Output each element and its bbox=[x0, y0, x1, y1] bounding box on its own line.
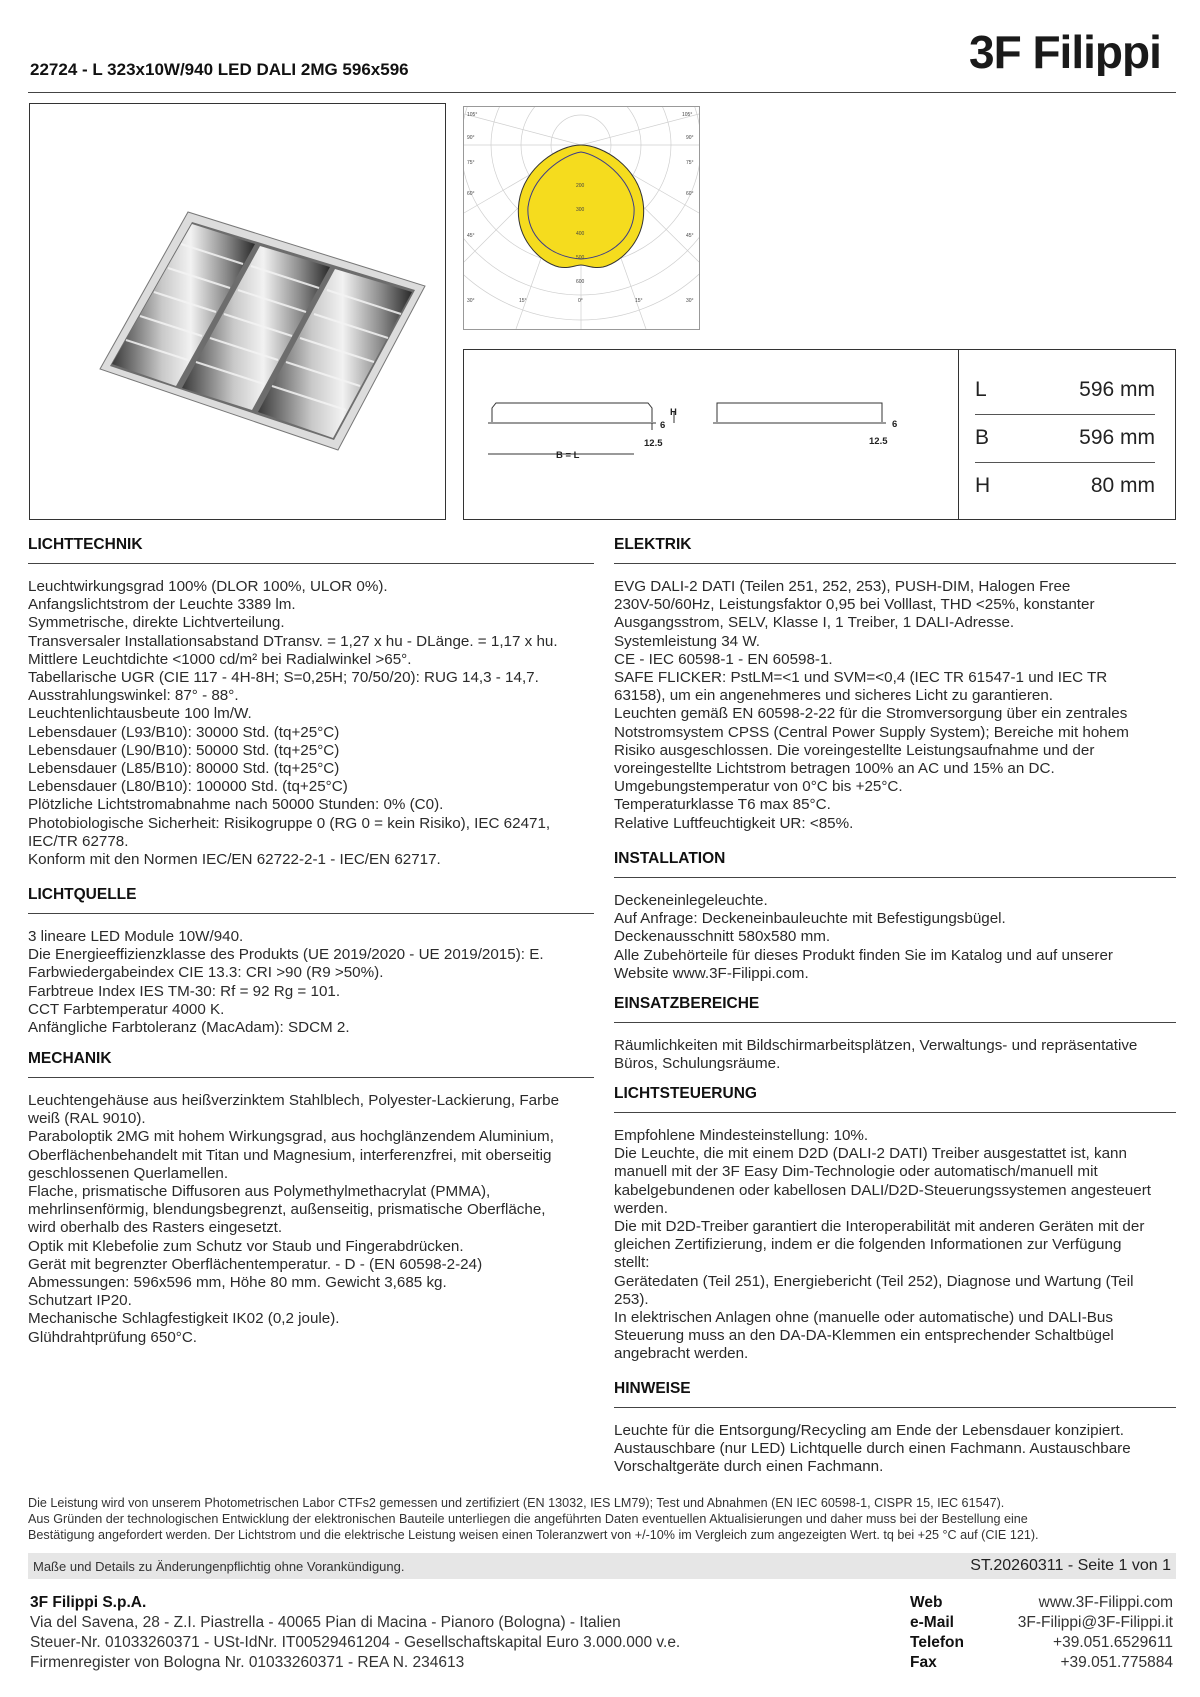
section-line: Lebensdauer (L80/B10): 100000 Std. (tq+25°C) bbox=[28, 778, 348, 796]
svg-text:200: 200 bbox=[576, 183, 585, 189]
section-line: Optik mit Klebefolie zum Schutz vor Staub und Fingerabdrücken. bbox=[28, 1237, 464, 1255]
section-line: Räumlichkeiten mit Bildschirmarbeitsplätzen, Verwaltungs- und repräsentative bbox=[614, 1037, 1138, 1054]
section-heading: LICHTQUELLE bbox=[28, 886, 137, 903]
svg-text:H: H bbox=[670, 407, 677, 418]
section-line: Konform mit den Normen IEC/EN 62722-2-1 - IEC/EN 62717. bbox=[28, 851, 441, 869]
section-line: Leuchten gemäß EN 60598-2-22 für die Stromversorgung über ein zentrales bbox=[614, 705, 1128, 723]
section-line: werden. bbox=[614, 1199, 669, 1217]
page-indicator: ST.20260311 - Seite 1 von 1 bbox=[970, 1557, 1171, 1574]
dim-value: 596 mm bbox=[1079, 378, 1155, 401]
dim-key: H bbox=[975, 474, 991, 497]
section-line: Farbtreue Index IES TM-30: Rf = 92 Rg = 101. bbox=[28, 982, 341, 1000]
dim-row-b bbox=[975, 414, 1155, 462]
svg-text:400: 400 bbox=[576, 231, 585, 237]
section-line: SAFE FLICKER: PstLM=<1 und SVM=<0,4 (IEC TR 61547-1 und IEC TR bbox=[614, 669, 1108, 687]
section-line: Büros, Schulungsräume. bbox=[614, 1055, 781, 1073]
section-line: geschlossenen Querlamellen. bbox=[28, 1164, 229, 1182]
section-line: Die mit D2D-Treiber garantiert die Interoperabilität mit anderen Geräten mit der bbox=[614, 1218, 1145, 1236]
section-line: Oberflächenbehandelt mit Titan und Magnesium, interferenzfrei, mit oberseitig bbox=[28, 1146, 552, 1164]
section-heading: ELEKTRIK bbox=[614, 536, 692, 553]
dim-key: B bbox=[975, 426, 990, 449]
section-line: gleichen Zertifizierung, indem er die folgenden Informationen zur Verfügung bbox=[614, 1236, 1122, 1254]
dim-row-h bbox=[975, 462, 1155, 510]
filippi-logo-mark bbox=[969, 26, 1174, 76]
svg-text:105°: 105° bbox=[467, 112, 478, 118]
footnote bbox=[28, 1495, 1176, 1543]
svg-text:600: 600 bbox=[576, 279, 585, 285]
section-line: Anfangslichtstrom der Leuchte 3389 lm. bbox=[28, 596, 296, 614]
section-line: Gerät mit begrenzter Oberflächentemperatur. - D - (EN 60598-2-24) bbox=[28, 1255, 483, 1273]
svg-text:3F Filippi: 3F Filippi bbox=[969, 26, 1161, 76]
section-line: Glühdrahtprüfung 650°C. bbox=[28, 1328, 198, 1346]
company-register: Firmenregister von Bologna Nr. 01033260371 - REA N. 234613 bbox=[30, 1654, 465, 1671]
brand-logo bbox=[969, 26, 1174, 87]
section-line: mehrlinsenförmig, blendungsbegrenzt, außenseitig, prismatische Oberfläche, bbox=[28, 1201, 546, 1219]
section-line: Transversaler Installationsabstand DTransv. = 1,27 x hu - DLänge. = 1,17 x hu. bbox=[28, 632, 558, 650]
section-line: Austauschbare (nur LED) Lichtquelle durch einen Fachmann. Austauschbare bbox=[614, 1440, 1131, 1458]
section-line: Umgebungstemperatur von 0°C bis +25°C. bbox=[614, 778, 903, 796]
contact-web bbox=[910, 1593, 1173, 1613]
section-line: Relative Luftfeuchtigkeit UR: <85%. bbox=[614, 814, 854, 832]
section-rule bbox=[614, 1407, 1176, 1408]
section-line: Empfohlene Mindesteinstellung: 10%. bbox=[614, 1127, 869, 1144]
section-line: Vorschaltgeräte durch einen Fachmann. bbox=[614, 1458, 884, 1476]
section-line: Paraboloptik 2MG mit hohem Wirkungsgrad, aus hochglänzendem Aluminium, bbox=[28, 1128, 554, 1146]
section-line: CCT Farbtemperatur 4000 K. bbox=[28, 1000, 225, 1018]
section-line: Leuchtengehäuse aus heißverzinktem Stahlblech, Polyester-Lackierung, Farbe bbox=[28, 1092, 560, 1109]
section-body bbox=[614, 892, 1176, 983]
dim-value: 80 mm bbox=[1090, 474, 1155, 497]
section-line: manuell mit der 3F Easy Dim-Technologie oder automatisch/manuell mit bbox=[614, 1163, 1098, 1181]
section-line: Ausstrahlungswinkel: 87° - 88°. bbox=[28, 687, 239, 705]
section-line: angebracht werden. bbox=[614, 1345, 749, 1363]
section-line: Lebensdauer (L85/B10): 80000 Std. (tq+25°C) bbox=[28, 760, 340, 778]
polar-diagram bbox=[463, 106, 700, 330]
section-line: CE - IEC 60598-1 - EN 60598-1. bbox=[614, 650, 833, 668]
svg-text:75°: 75° bbox=[467, 160, 475, 166]
svg-text:60°: 60° bbox=[686, 191, 694, 197]
contact-label: Fax bbox=[910, 1654, 937, 1671]
company-tax: Steuer-Nr. 01033260371 - USt-IdNr. IT00529461204 - Gesellschaftskapital Euro 3.000.000 v.e. bbox=[30, 1634, 681, 1651]
section-rule bbox=[614, 1022, 1176, 1023]
footnote-line: Aus Gründen der technologischen Entwicklung der elektronischen Bauteile unterliegen die angeführten Daten eventuellen Aktualisierungen und daher muss bei der Bestellung eine bbox=[28, 1512, 1028, 1526]
section-line: 3 lineare LED Module 10W/940. bbox=[28, 928, 244, 945]
section-line: Lebensdauer (L93/B10): 30000 Std. (tq+25°C) bbox=[28, 723, 340, 741]
section-heading: HINWEISE bbox=[614, 1380, 691, 1397]
revision-bar bbox=[28, 1553, 1176, 1579]
section-heading: LICHTSTEUERUNG bbox=[614, 1085, 757, 1102]
section-body bbox=[28, 928, 594, 1037]
light-distribution-curve bbox=[464, 107, 699, 329]
svg-text:75°: 75° bbox=[686, 160, 694, 166]
section-line: Tabellarische UGR (CIE 117 - 4H-8H; S=0,25H; 70/50/20): RUG 14,3 - 14,7. bbox=[28, 669, 539, 687]
section-rule bbox=[28, 1077, 594, 1078]
section-line: IEC/TR 62778. bbox=[28, 832, 129, 850]
product-title: 22724 - L 323x10W/940 LED DALI 2MG 596x596 bbox=[30, 60, 409, 79]
section-line: Die Leuchte, die mit einem D2D (DALI-2 DATI) Treiber ausgestattet ist, kann bbox=[614, 1145, 1127, 1163]
company-address: Via del Savena, 28 - Z.I. Piastrella - 40065 Pian di Macina - Pianoro (Bologna) - Italien bbox=[30, 1614, 621, 1631]
fax-value: +39.051.775884 bbox=[1060, 1654, 1173, 1671]
website-link[interactable]: www.3F-Filippi.com bbox=[1038, 1594, 1173, 1611]
section-line: 63158), um ein angenehmeres und sicheres Licht zu garantieren. bbox=[614, 687, 1054, 705]
contact-label: Telefon bbox=[910, 1634, 964, 1651]
section-line: 230V-50/60Hz, Leistungsfaktor 0,95 bei Volllast, THD <25%, konstanter bbox=[614, 596, 1095, 614]
svg-text:B = L: B = L bbox=[556, 450, 580, 461]
footnote-line: Bestätigung angefordert werden. Der Lichtstrom und die elektrische Leistung weisen einen Toleranzwert von +/-10% im Vergleich zum angezeigten Wert. tq bei +25 °C auf (CIE 121). bbox=[28, 1528, 1039, 1542]
svg-text:500: 500 bbox=[576, 255, 585, 261]
contact-email bbox=[910, 1613, 1173, 1633]
section-heading: INSTALLATION bbox=[614, 850, 726, 867]
section-rule bbox=[614, 1112, 1176, 1113]
section-line: Anfängliche Farbtoleranz (MacAdam): SDCM 2. bbox=[28, 1019, 350, 1037]
section-rule bbox=[614, 563, 1176, 564]
svg-text:105°: 105° bbox=[682, 112, 693, 118]
section-line: Deckeneinlegeleuchte. bbox=[614, 892, 768, 909]
disclaimer-text: Maße und Details zu Änderungenpflichtig ohne Vorankündigung. bbox=[33, 1559, 405, 1574]
svg-text:30°: 30° bbox=[686, 298, 694, 304]
section-line: Ausgangsstrom, SELV, Klasse I, 1 Treiber, 1 DALI-Adresse. bbox=[614, 614, 1015, 632]
svg-text:12.5: 12.5 bbox=[869, 436, 888, 447]
section-rule bbox=[28, 913, 594, 914]
svg-text:90°: 90° bbox=[467, 135, 475, 141]
contact-label: Web bbox=[910, 1594, 943, 1611]
svg-text:0°: 0° bbox=[578, 298, 583, 304]
section-heading: MECHANIK bbox=[28, 1050, 112, 1067]
section-line: Mechanische Schlagfestigkeit IK02 (0,2 joule). bbox=[28, 1310, 340, 1328]
email-link[interactable]: 3F-Filippi@3F-Filippi.it bbox=[1017, 1614, 1173, 1631]
dimensions-separator bbox=[958, 349, 959, 520]
svg-text:15°: 15° bbox=[519, 298, 527, 304]
svg-text:45°: 45° bbox=[686, 233, 694, 239]
phone-value: +39.051.6529611 bbox=[1053, 1634, 1173, 1651]
svg-text:300: 300 bbox=[576, 207, 585, 213]
section-line: voreingestellte Lichtstrom betragen 100% an AC und 15% an DC. bbox=[614, 760, 1055, 778]
section-line: Abmessungen: 596x596 mm, Höhe 80 mm. Gewicht 3,685 kg. bbox=[28, 1274, 447, 1292]
section-line: stellt: bbox=[614, 1254, 650, 1272]
section-rule bbox=[28, 563, 594, 564]
svg-text:6: 6 bbox=[892, 419, 898, 430]
dimension-drawing bbox=[464, 350, 958, 519]
section-line: Deckenausschnitt 580x580 mm. bbox=[614, 928, 831, 946]
section-line: EVG DALI-2 DATI (Teilen 251, 252, 253), PUSH-DIM, Halogen Free bbox=[614, 578, 1071, 595]
section-line: Lebensdauer (L90/B10): 50000 Std. (tq+25°C) bbox=[28, 741, 340, 759]
product-photo bbox=[29, 103, 446, 520]
section-line: Risiko ausgeschlossen. Die voreingestellte Leistungsaufnahme und der bbox=[614, 741, 1095, 759]
section-body bbox=[614, 1127, 1176, 1364]
dim-key: L bbox=[975, 378, 987, 401]
section-line: Notstromsystem CPSS (Central Power Supply System); Bereiche mit hohem bbox=[614, 723, 1129, 741]
section-line: Alle Zubehörteile für dieses Produkt finden Sie im Katalog und auf unserer bbox=[614, 946, 1113, 964]
section-line: In elektrischen Anlagen ohne (manuelle oder automatische) und DALI-Bus bbox=[614, 1309, 1113, 1327]
section-line: Mittlere Leuchtdichte <1000 cd/m² bei Radialwinkel >65°. bbox=[28, 650, 412, 668]
svg-text:30°: 30° bbox=[467, 298, 475, 304]
contact-fax bbox=[910, 1653, 1173, 1673]
section-line: Temperaturklasse T6 max 85°C. bbox=[614, 796, 831, 814]
svg-text:90°: 90° bbox=[686, 135, 694, 141]
svg-text:12.5: 12.5 bbox=[644, 438, 663, 449]
contact-label: e-Mail bbox=[910, 1614, 954, 1631]
section-line: Symmetrische, direkte Lichtverteilung. bbox=[28, 614, 285, 632]
svg-text:45°: 45° bbox=[467, 233, 475, 239]
svg-text:15°: 15° bbox=[635, 298, 643, 304]
section-line: Schutzart IP20. bbox=[28, 1292, 132, 1310]
section-line: kabelgebundenen oder kabellosen DALI/D2D-Steuerungssystemen angesteuert bbox=[614, 1181, 1151, 1199]
section-body bbox=[614, 578, 1176, 833]
section-line: Flache, prismatische Diffusoren aus Polymethylmethacrylat (PMMA), bbox=[28, 1183, 491, 1201]
section-body bbox=[28, 1092, 594, 1347]
company-info bbox=[30, 1593, 680, 1673]
contact-phone bbox=[910, 1633, 1173, 1653]
section-line: Leuchtwirkungsgrad 100% (DLOR 100%, ULOR 0%). bbox=[28, 578, 388, 595]
section-heading: LICHTTECHNIK bbox=[28, 536, 143, 553]
contact-list bbox=[910, 1593, 1173, 1673]
section-line: Gerätedaten (Teil 251), Energiebericht (Teil 252), Diagnose und Wartung (Teil bbox=[614, 1272, 1134, 1290]
section-line: Leuchte für die Entsorgung/Recycling am Ende der Lebensdauer konzipiert. bbox=[614, 1422, 1124, 1439]
section-line: Farbwiedergabeindex CIE 13.3: CRI >90 (R9 >50%). bbox=[28, 964, 384, 982]
section-line: Website www.3F-Filippi.com. bbox=[614, 964, 809, 982]
header-rule bbox=[28, 92, 1176, 93]
section-body bbox=[614, 1422, 1176, 1477]
dim-row-l bbox=[975, 366, 1155, 414]
section-line: Steuerung muss an den DA-DA-Klemmen ein entsprechender Schaltbügel bbox=[614, 1327, 1114, 1345]
svg-text:60°: 60° bbox=[467, 191, 475, 197]
section-line: weiß (RAL 9010). bbox=[28, 1110, 146, 1128]
svg-text:6: 6 bbox=[660, 420, 666, 431]
section-body bbox=[614, 1037, 1176, 1073]
section-line: Plötzliche Lichtstromabnahme nach 50000 Stunden: 0% (C0). bbox=[28, 796, 444, 814]
luminaire-image bbox=[30, 104, 445, 519]
section-line: Systemleistung 34 W. bbox=[614, 632, 761, 650]
section-rule bbox=[614, 877, 1176, 878]
dim-value: 596 mm bbox=[1079, 426, 1155, 449]
section-body bbox=[28, 578, 594, 869]
footnote-line: Die Leistung wird von unserem Photometrischen Labor CTFs2 gemessen und zertifiziert (EN 13032, IES LM79); Test und Abnahmen (EN IEC 60598-1, CISPR 15, IEC 61547). bbox=[28, 1496, 1005, 1510]
section-line: wird oberhalb des Rasters eingesetzt. bbox=[28, 1219, 283, 1237]
section-line: Leuchtenlichtausbeute 100 lm/W. bbox=[28, 705, 252, 723]
section-line: Auf Anfrage: Deckeneinbauleuchte mit Befestigungsbügel. bbox=[614, 910, 1006, 928]
section-line: 253). bbox=[614, 1290, 649, 1308]
section-line: Die Energieeffizienzklasse des Produkts (UE 2019/2020 - UE 2019/2015): E. bbox=[28, 946, 544, 964]
company-name: 3F Filippi S.p.A. bbox=[30, 1594, 147, 1611]
section-line: Photobiologische Sicherheit: Risikogruppe 0 (RG 0 = kein Risiko), IEC 62471, bbox=[28, 814, 551, 832]
section-heading: EINSATZBEREICHE bbox=[614, 995, 760, 1012]
